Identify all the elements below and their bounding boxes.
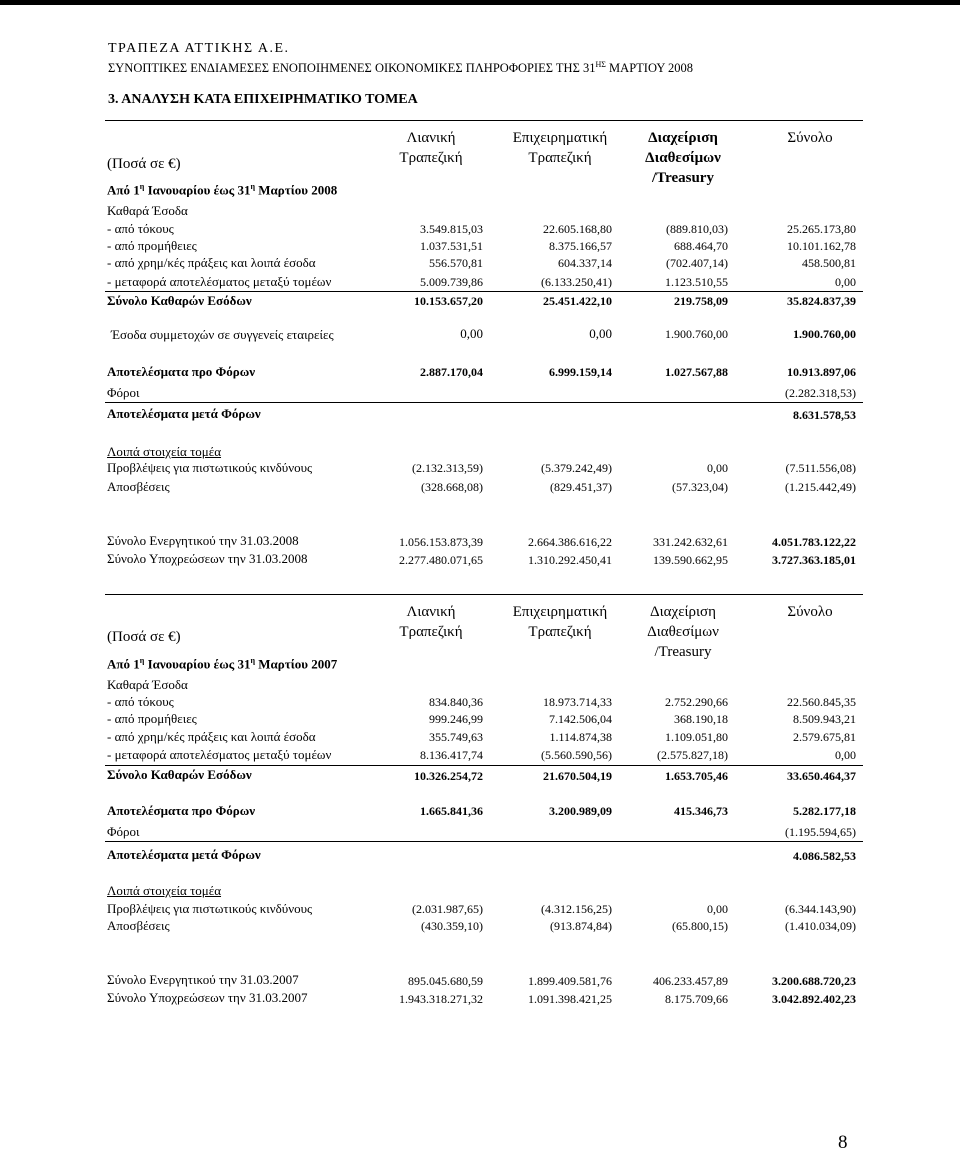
row-label: - από προμήθειες bbox=[107, 238, 197, 253]
cell-treasury: (57.323,04) bbox=[672, 480, 728, 494]
cell-retail: 355.749,63 bbox=[429, 730, 483, 744]
cell-treasury: (65.800,15) bbox=[672, 919, 728, 933]
cell-corporate: 22.605.168,80 bbox=[543, 222, 612, 236]
cell-corporate: 2.664.386.616,22 bbox=[528, 535, 612, 549]
cell-treasury: 688.464,70 bbox=[674, 239, 728, 253]
cell-treasury: 139.590.662,95 bbox=[653, 553, 728, 567]
cell-treasury: 1.109.051,80 bbox=[665, 730, 728, 744]
cell-retail: 1.943.318.271,32 bbox=[399, 992, 483, 1006]
cell-total: (1.195.594,65) bbox=[785, 825, 856, 839]
cell-treasury: 1.123.510,55 bbox=[665, 275, 728, 289]
cell-total: 458.500,81 bbox=[802, 256, 856, 270]
period-label: Από $1^\eta$ Ιανουαρίου έως $31^\eta$ Μαρτίου 2007 bbox=[107, 656, 338, 672]
cell-corporate: 25.451.422,10 bbox=[543, 294, 612, 308]
cell-corporate: 18.973.714,33 bbox=[543, 695, 612, 709]
cell-retail: 556.570,81 bbox=[429, 256, 483, 270]
cell-total: 35.824.837,39 bbox=[787, 294, 856, 308]
cell-treasury: 2.752.290,66 bbox=[665, 695, 728, 709]
cell-total: 0,00 bbox=[835, 275, 856, 289]
row-label: Προβλέψεις για πιστωτικούς κινδύνους bbox=[107, 460, 313, 475]
row-label: - από προμήθειες bbox=[107, 711, 197, 726]
cell-total: 5.282.177,18 bbox=[793, 804, 856, 818]
segment-table-2007 bbox=[105, 594, 863, 1054]
cell-total: 25.265.173,80 bbox=[787, 222, 856, 236]
row-label: - από τόκους bbox=[107, 221, 174, 236]
net-revenue-heading: Καθαρά Έσοδα bbox=[107, 203, 188, 218]
cell-treasury: 331.242.632,61 bbox=[653, 535, 728, 549]
subtotal-rule bbox=[105, 765, 863, 766]
cell-total: 22.560.845,35 bbox=[787, 695, 856, 709]
cell-corporate: (5.560.590,56) bbox=[541, 748, 612, 762]
row-label: Σύνολο Ενεργητικού την 31.03.2007 bbox=[107, 972, 299, 987]
cell-corporate: 7.142.506,04 bbox=[549, 712, 612, 726]
cell-treasury: 368.190,18 bbox=[674, 712, 728, 726]
cell-total: 8.631.578,53 bbox=[793, 408, 856, 422]
cell-total: 3.727.363.185,01 bbox=[772, 553, 856, 567]
column-header-retail: Λιανική Τραπεζική bbox=[399, 130, 463, 166]
column-header-retail: Λιανική Τραπεζική bbox=[399, 604, 463, 640]
cell-retail: 5.009.739,86 bbox=[420, 275, 483, 289]
cell-total: 10.101.162,78 bbox=[787, 239, 856, 253]
table-top-rule bbox=[105, 594, 863, 595]
cell-corporate: 604.337,14 bbox=[558, 256, 612, 270]
cell-total: 3.042.892.402,23 bbox=[772, 992, 856, 1006]
amount-unit-label: (Ποσά σε €) bbox=[107, 156, 181, 172]
cell-corporate: (6.133.250,41) bbox=[541, 275, 612, 289]
row-label: Σύνολο Καθαρών Εσόδων bbox=[107, 293, 252, 308]
row-label: Αποσβέσεις bbox=[107, 918, 170, 933]
cell-treasury: 8.175.709,66 bbox=[665, 992, 728, 1006]
cell-total: 4.086.582,53 bbox=[793, 849, 856, 863]
row-label: Αποτελέσματα μετά Φόρων bbox=[107, 406, 261, 421]
cell-total: 4.051.783.122,22 bbox=[772, 535, 856, 549]
row-label: Φόροι bbox=[107, 824, 140, 839]
cell-corporate: 1.310.292.450,41 bbox=[528, 553, 612, 567]
cell-corporate: (5.379.242,49) bbox=[541, 461, 612, 475]
row-label: Φόροι bbox=[107, 385, 140, 400]
cell-corporate: 1.114.874,38 bbox=[549, 730, 612, 744]
cell-total: (7.511.556,08) bbox=[785, 461, 856, 475]
row-label: Σύνολο Υποχρεώσεων την 31.03.2007 bbox=[107, 990, 308, 1005]
cell-retail: 1.665.841,36 bbox=[420, 804, 483, 818]
page-number: 8 bbox=[838, 1132, 848, 1153]
segment-table-2008 bbox=[105, 120, 863, 570]
row-label: Σύνολο Ενεργητικού την 31.03.2008 bbox=[107, 533, 299, 548]
cell-total: 8.509.943,21 bbox=[793, 712, 856, 726]
cell-corporate: 3.200.989,09 bbox=[549, 804, 612, 818]
subtotal-rule bbox=[105, 291, 863, 292]
cell-treasury: (2.575.827,18) bbox=[657, 748, 728, 762]
cell-total: (1.215.442,49) bbox=[785, 480, 856, 494]
period-label: Από $1^\eta$ Ιανουαρίου έως $31^\eta$ Μαρτίου 2008 bbox=[107, 182, 338, 198]
row-label: Αποτελέσματα μετά Φόρων bbox=[107, 847, 261, 862]
cell-treasury: (889.810,03) bbox=[666, 222, 728, 236]
aftertax-rule bbox=[105, 402, 863, 403]
cell-total: 0,00 bbox=[835, 748, 856, 762]
cell-retail: 2.277.480.071,65 bbox=[399, 553, 483, 567]
cell-treasury: 1.900.760,00 bbox=[665, 327, 728, 341]
cell-retail: 1.056.153.873,39 bbox=[399, 535, 483, 549]
column-header-corporate: Επιχειρηματική Τραπεζική bbox=[512, 130, 608, 166]
cell-retail: 10.153.657,20 bbox=[414, 294, 483, 308]
section-title: 3. ΑΝΑΛΥΣΗ ΚΑΤΑ ΕΠΙΧΕΙΡΗΜΑΤΙΚΟ ΤΟΜΕΑ bbox=[108, 92, 418, 107]
other-items-heading: Λοιπά στοιχεία τομέα bbox=[107, 883, 222, 898]
net-revenue-heading: Καθαρά Έσοδα bbox=[107, 677, 188, 692]
cell-treasury: 406.233.457,89 bbox=[653, 974, 728, 988]
cell-retail: 999.246,99 bbox=[429, 712, 483, 726]
cell-corporate: (4.312.156,25) bbox=[541, 902, 612, 916]
row-label: Αποσβέσεις bbox=[107, 479, 170, 494]
report-subtitle: ΣΥΝΟΠΤΙΚΕΣ ΕΝΔΙΑΜΕΣΕΣ ΕΝΟΠΟΙΗΜΕΝΕΣ ΟΙΚΟΝΟΜΙΚΕΣ ΠΛΗΡΟΦΟΡΙΕΣ ΤΗΣ $31^{H\Sigma}$ ΜΑΡΤΙΟΥ 2008 bbox=[108, 60, 694, 76]
cell-total: (1.410.034,09) bbox=[785, 919, 856, 933]
cell-corporate: (829.451,37) bbox=[550, 480, 612, 494]
cell-retail: (2.132.313,59) bbox=[412, 461, 483, 475]
cell-total: 33.650.464,37 bbox=[787, 769, 856, 783]
row-label: Σύνολο Υποχρεώσεων την 31.03.2008 bbox=[107, 551, 308, 566]
cell-retail: 834.840,36 bbox=[429, 695, 483, 709]
cell-corporate: 1.091.398.421,25 bbox=[528, 992, 612, 1006]
cell-total: (6.344.143,90) bbox=[785, 902, 856, 916]
cell-retail: 10.326.254,72 bbox=[414, 769, 483, 783]
row-label: - από χρημ/κές πράξεις και λοιπά έσοδα bbox=[107, 255, 316, 270]
aftertax-rule bbox=[105, 841, 863, 842]
cell-total: 10.913.897,06 bbox=[787, 365, 856, 379]
amount-unit-label: (Ποσά σε €) bbox=[107, 629, 181, 645]
other-items-heading: Λοιπά στοιχεία τομέα bbox=[107, 444, 222, 459]
cell-retail: (328.668,08) bbox=[421, 480, 483, 494]
cell-corporate: (913.874,84) bbox=[550, 919, 612, 933]
cell-retail: 3.549.815,03 bbox=[420, 222, 483, 236]
column-header-treasury: Διαχείριση Διαθεσίμων /Treasury bbox=[647, 604, 719, 660]
cell-treasury: 1.653.705,46 bbox=[665, 769, 728, 783]
cell-retail: 895.045.680,59 bbox=[408, 974, 483, 988]
column-header-treasury: Διαχείριση Διαθεσίμων /Treasury bbox=[645, 130, 721, 186]
cell-treasury: 1.027.567,88 bbox=[665, 365, 728, 379]
bank-name: ΤΡΑΠΕΖΑ ΑΤΤΙΚΗΣ Α.Ε. bbox=[108, 41, 290, 56]
top-border bbox=[0, 0, 960, 5]
column-header-total: Σύνολο bbox=[787, 130, 833, 146]
cell-treasury: 0,00 bbox=[707, 461, 728, 475]
cell-treasury: 219.758,09 bbox=[674, 294, 728, 308]
row-label: Αποτελέσματα προ Φόρων bbox=[107, 364, 256, 379]
cell-corporate: 8.375.166,57 bbox=[549, 239, 612, 253]
cell-total: 3.200.688.720,23 bbox=[772, 974, 856, 988]
cell-retail: (430.359,10) bbox=[421, 919, 483, 933]
row-label: - από χρημ/κές πράξεις και λοιπά έσοδα bbox=[107, 729, 316, 744]
row-label: Σύνολο Καθαρών Εσόδων bbox=[107, 767, 252, 782]
cell-corporate: 21.670.504,19 bbox=[543, 769, 612, 783]
row-label: - από τόκους bbox=[107, 694, 174, 709]
table-top-rule bbox=[105, 120, 863, 121]
cell-retail: 1.037.531,51 bbox=[420, 239, 483, 253]
row-label: - μεταφορά αποτελέσματος μεταξύ τομέων bbox=[107, 747, 332, 762]
column-header-corporate: Επιχειρηματική Τραπεζική bbox=[512, 604, 608, 640]
cell-treasury: (702.407,14) bbox=[666, 256, 728, 270]
cell-corporate: 0,00 bbox=[589, 326, 612, 341]
cell-treasury: 0,00 bbox=[707, 902, 728, 916]
column-header-total: Σύνολο bbox=[787, 604, 833, 620]
cell-retail: 0,00 bbox=[460, 326, 483, 341]
cell-total: 2.579.675,81 bbox=[793, 730, 856, 744]
row-label: - μεταφορά αποτελέσματος μεταξύ τομέων bbox=[107, 274, 332, 289]
cell-treasury: 415.346,73 bbox=[674, 804, 728, 818]
cell-retail: 2.887.170,04 bbox=[420, 365, 483, 379]
cell-retail: (2.031.987,65) bbox=[412, 902, 483, 916]
cell-corporate: 1.899.409.581,76 bbox=[528, 974, 612, 988]
row-label: Προβλέψεις για πιστωτικούς κινδύνους bbox=[107, 901, 313, 916]
cell-total: (2.282.318,53) bbox=[785, 386, 856, 400]
cell-total: 1.900.760,00 bbox=[793, 327, 856, 341]
row-label: Έσοδα συμμετοχών σε συγγενείς εταιρείες bbox=[111, 327, 334, 342]
cell-retail: 8.136.417,74 bbox=[420, 748, 483, 762]
cell-corporate: 6.999.159,14 bbox=[549, 365, 612, 379]
row-label: Αποτελέσματα προ Φόρων bbox=[107, 803, 256, 818]
